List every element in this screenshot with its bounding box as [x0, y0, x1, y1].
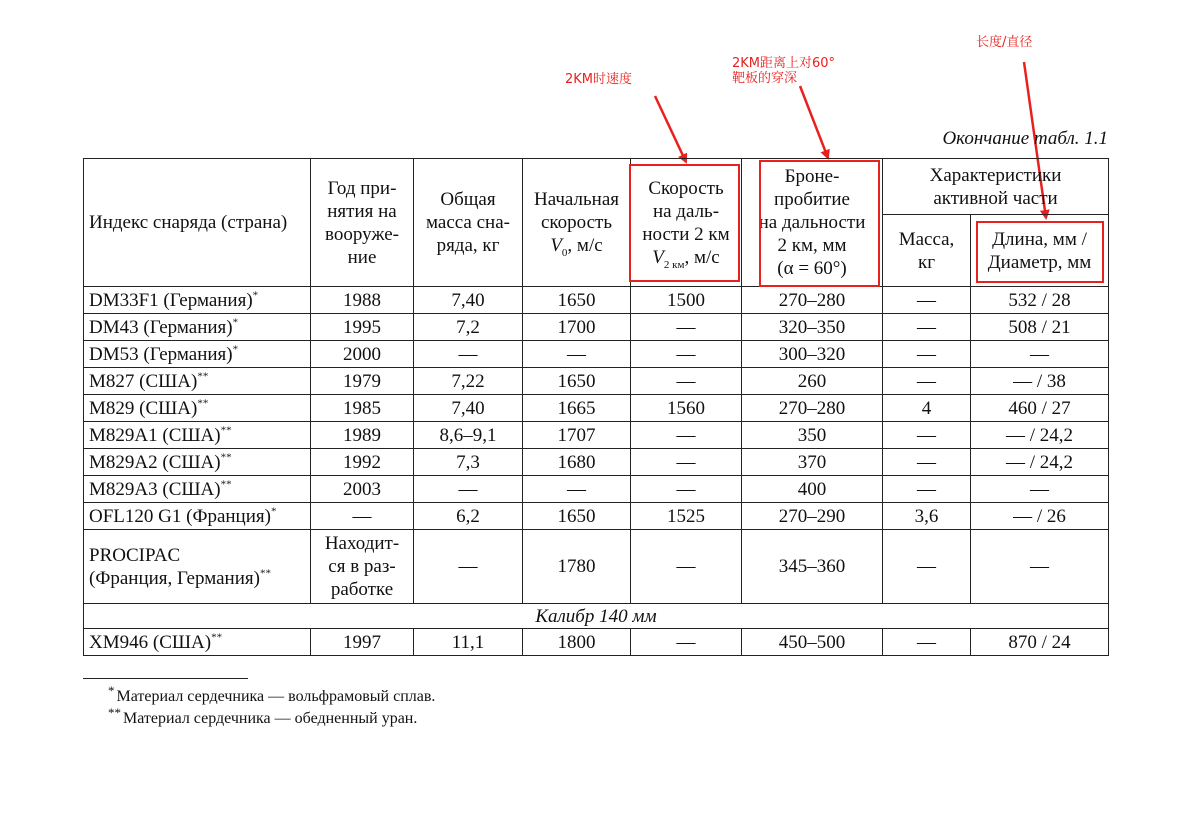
footnote-1: * Материал сердечника — вольфрамовый сплав. — [108, 682, 436, 705]
cell-name: PROCIPAC (Франция, Германия)** — [84, 530, 311, 604]
cell-amass: — — [883, 629, 971, 656]
cell-year: 1989 — [311, 422, 414, 449]
cell-year: 1988 — [311, 287, 414, 314]
table-row-procipac — [84, 530, 1109, 604]
cell-amass: 4 — [883, 395, 971, 422]
cell-mass: 7,22 — [414, 368, 523, 395]
arrow-penetration — [800, 86, 828, 158]
cell-len: 508 / 21 — [971, 314, 1109, 341]
cell-mass: 7,3 — [414, 449, 523, 476]
header-year: Год при- нятия на вооруже- ние — [311, 159, 414, 287]
table-row — [84, 476, 1109, 503]
table-row — [84, 314, 1109, 341]
annotation-penetration-line1: 2KM距离上对60° — [732, 56, 836, 71]
cell-name: M829 (США)** — [84, 395, 311, 422]
cell-pen: 260 — [742, 368, 883, 395]
cell-amass: — — [883, 530, 971, 604]
cell-name: DM33F1 (Германия)* — [84, 287, 311, 314]
cell-name: DM53 (Германия)* — [84, 341, 311, 368]
cell-name: DM43 (Германия)* — [84, 314, 311, 341]
cell-pen: 270–290 — [742, 503, 883, 530]
cell-len: — / 24,2 — [971, 422, 1109, 449]
cell-amass: — — [883, 287, 971, 314]
cell-v2: 1500 — [631, 287, 742, 314]
cell-name: M829A1 (США)** — [84, 422, 311, 449]
header-active-part: Характеристики активной части — [883, 159, 1109, 215]
cell-len: — / 38 — [971, 368, 1109, 395]
table-row — [84, 368, 1109, 395]
header-v2km: Скорость на даль- ности 2 км $V_{2 км}$, м/с — [631, 159, 742, 287]
header-active-mass: Масса, кг — [883, 215, 971, 287]
annotation-length: 长度/直径 — [976, 35, 1033, 50]
cell-len: 870 / 24 — [971, 629, 1109, 656]
cell-amass: — — [883, 368, 971, 395]
cell-amass: — — [883, 422, 971, 449]
cell-pen: 345–360 — [742, 530, 883, 604]
cell-year: 2000 — [311, 341, 414, 368]
cell-pen: 270–280 — [742, 287, 883, 314]
cell-mass: 6,2 — [414, 503, 523, 530]
cell-len: 460 / 27 — [971, 395, 1109, 422]
cell-v0: — — [523, 476, 631, 503]
cell-pen: 320–350 — [742, 314, 883, 341]
cell-v0: 1680 — [523, 449, 631, 476]
cell-v2: — — [631, 368, 742, 395]
table-row — [84, 287, 1109, 314]
cell-len: — — [971, 341, 1109, 368]
cell-v0: — — [523, 341, 631, 368]
cell-year: 1997 — [311, 629, 414, 656]
cell-year: 2003 — [311, 476, 414, 503]
cell-v2: — — [631, 476, 742, 503]
cell-amass: 3,6 — [883, 503, 971, 530]
cell-name: M829A3 (США)** — [84, 476, 311, 503]
section-row — [84, 604, 1109, 629]
cell-len: — — [971, 476, 1109, 503]
cell-len: 532 / 28 — [971, 287, 1109, 314]
cell-mass: 11,1 — [414, 629, 523, 656]
cell-v2: — — [631, 629, 742, 656]
cell-mass: 7,40 — [414, 395, 523, 422]
cell-amass: — — [883, 314, 971, 341]
header-index: Индекс снаряда (страна) — [84, 159, 311, 287]
cell-pen: 450–500 — [742, 629, 883, 656]
cell-len: — — [971, 530, 1109, 604]
cell-v0: 1707 — [523, 422, 631, 449]
table-row — [84, 629, 1109, 656]
cell-pen: 350 — [742, 422, 883, 449]
table-row — [84, 395, 1109, 422]
cell-year: 1985 — [311, 395, 414, 422]
arrow-speed — [655, 96, 686, 162]
cell-v0: 1665 — [523, 395, 631, 422]
cell-name: M827 (США)** — [84, 368, 311, 395]
cell-v0: 1800 — [523, 629, 631, 656]
cell-pen: 300–320 — [742, 341, 883, 368]
cell-v2: — — [631, 530, 742, 604]
cell-year: 1992 — [311, 449, 414, 476]
table-caption: Окончание табл. 1.1 — [942, 128, 1108, 149]
cell-v2: 1525 — [631, 503, 742, 530]
header-penetration: Броне- пробитие на дальности 2 км, мм (α = 60°) — [742, 159, 883, 287]
cell-mass: — — [414, 476, 523, 503]
cell-mass: 7,40 — [414, 287, 523, 314]
cell-mass: 8,6–9,1 — [414, 422, 523, 449]
cell-mass: 7,2 — [414, 314, 523, 341]
annotation-penetration-line2: 靶板的穿深 — [732, 71, 798, 86]
table-row — [84, 503, 1109, 530]
cell-v2: — — [631, 449, 742, 476]
footnote-2: ** Материал сердечника — обедненный уран. — [108, 704, 418, 727]
cell-v2: — — [631, 314, 742, 341]
table-row — [84, 422, 1109, 449]
cell-pen: 370 — [742, 449, 883, 476]
cell-mass: — — [414, 341, 523, 368]
annotation-speed: 2KM时速度 — [565, 72, 633, 87]
cell-amass: — — [883, 476, 971, 503]
cell-v0: 1700 — [523, 314, 631, 341]
cell-amass: — — [883, 449, 971, 476]
cell-name: XM946 (США)** — [84, 629, 311, 656]
cell-amass: — — [883, 341, 971, 368]
table-row — [84, 449, 1109, 476]
cell-name: M829A2 (США)** — [84, 449, 311, 476]
cell-v0: 1650 — [523, 503, 631, 530]
header-mass: Общая масса сна- ряда, кг — [414, 159, 523, 287]
cell-year: — — [311, 503, 414, 530]
cell-v2: 1560 — [631, 395, 742, 422]
header-v0: Начальная скорость $V_0$, м/с — [523, 159, 631, 287]
cell-pen: 270–280 — [742, 395, 883, 422]
cell-v2: — — [631, 341, 742, 368]
header-row-1 — [84, 159, 1109, 215]
cell-year: 1995 — [311, 314, 414, 341]
cell-pen: 400 — [742, 476, 883, 503]
header-active-length: Длина, мм / Диаметр, мм — [971, 215, 1109, 287]
cell-year: Находит- ся в раз- работке — [311, 530, 414, 604]
footnote-separator — [83, 678, 248, 679]
section-caliber-140: Калибр 140 мм — [84, 604, 1109, 629]
cell-name: OFL120 G1 (Франция)* — [84, 503, 311, 530]
projectile-table — [83, 158, 1109, 656]
cell-v0: 1780 — [523, 530, 631, 604]
cell-v0: 1650 — [523, 368, 631, 395]
cell-mass: — — [414, 530, 523, 604]
cell-year: 1979 — [311, 368, 414, 395]
cell-v0: 1650 — [523, 287, 631, 314]
cell-v2: — — [631, 422, 742, 449]
cell-len: — / 26 — [971, 503, 1109, 530]
cell-len: — / 24,2 — [971, 449, 1109, 476]
table-row — [84, 341, 1109, 368]
